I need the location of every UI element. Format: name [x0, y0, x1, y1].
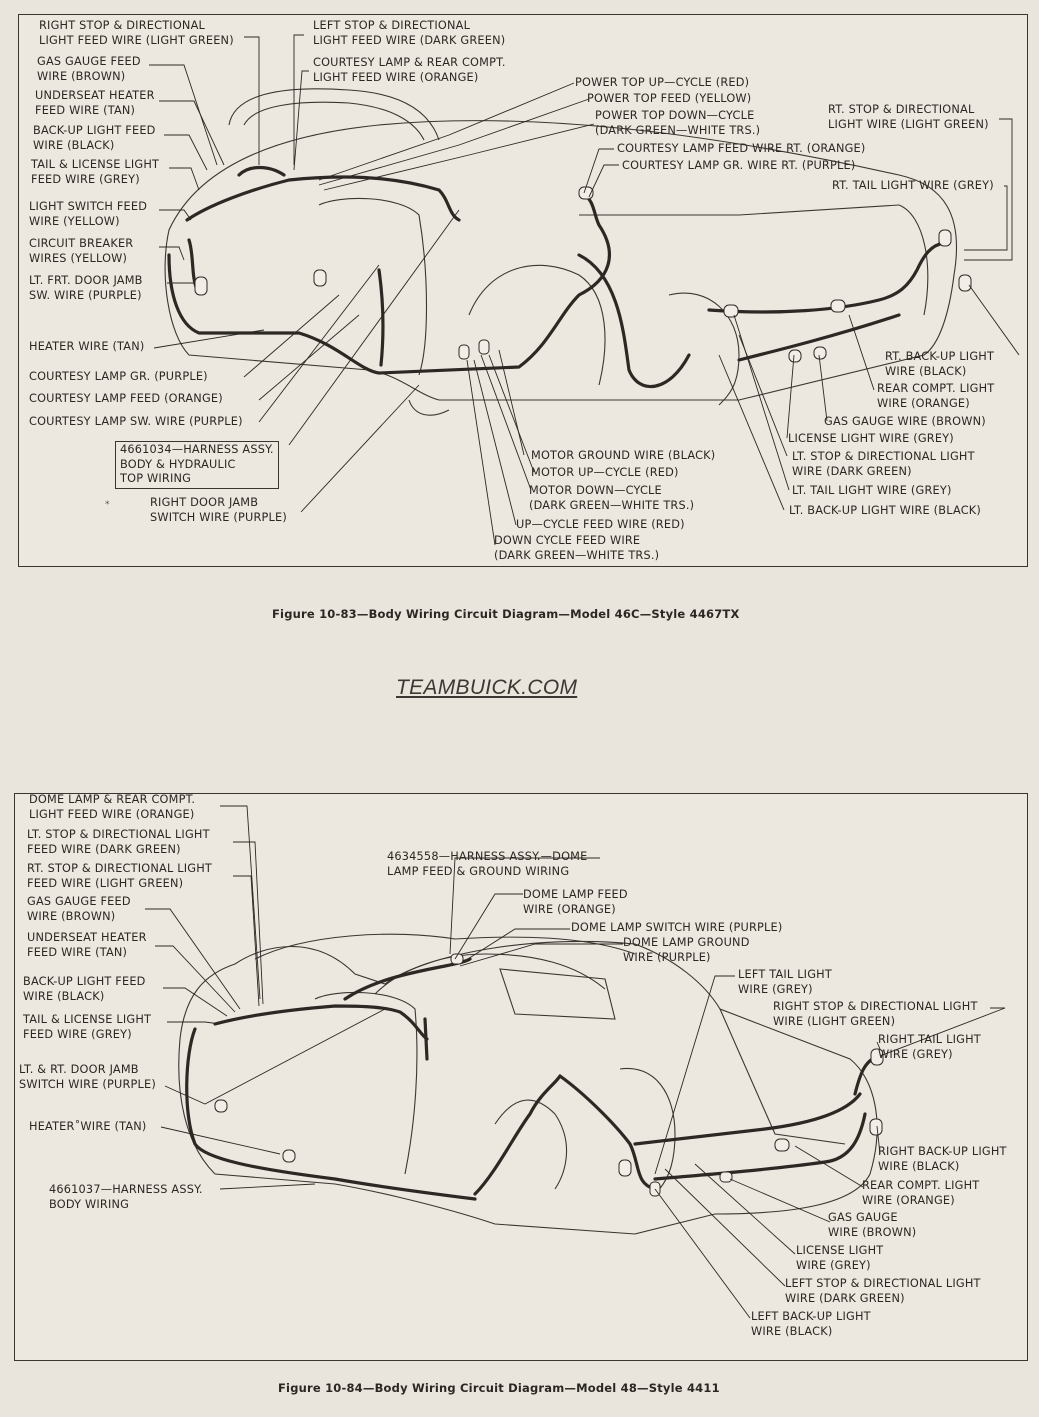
label-power-top-down-cycle: POWER TOP DOWN—CYCLE (DARK GREEN—WHITE TRS.): [595, 109, 761, 137]
label-license-light: LICENSE LIGHT WIRE (GREY): [788, 432, 954, 445]
label-gas-gauge-wire-2: GAS GAUGE WIRE (BROWN): [828, 1211, 917, 1239]
label-right-stop-directional: RIGHT STOP & DIRECTIONAL LIGHT WIRE (LIGHT GREEN): [773, 1000, 978, 1028]
label-rear-compt-light-2: REAR COMPT. LIGHT WIRE (ORANGE): [862, 1179, 980, 1207]
label-underseat-heater-feed-2: UNDERSEAT HEATER FEED WIRE (TAN): [27, 931, 147, 959]
label-light-switch-feed: LIGHT SWITCH FEED WIRE (YELLOW): [29, 200, 148, 228]
figure-10-84-caption: Figure 10-84—Body Wiring Circuit Diagram—Model 48—Style 4411: [278, 1381, 720, 1395]
teambuick-watermark: TEAMBUICK.COM: [396, 676, 578, 699]
label-courtesy-lamp-feed: COURTESY LAMP FEED (ORANGE): [29, 392, 223, 405]
label-lt-back-up-light: LT. BACK-UP LIGHT WIRE (BLACK): [789, 504, 982, 517]
label-rt-back-up-light: RT. BACK-UP LIGHT WIRE (BLACK): [885, 350, 995, 378]
label-motor-down-cycle: MOTOR DOWN—CYCLE (DARK GREEN—WHITE TRS.): [529, 484, 695, 512]
label-courtesy-lamp-sw: COURTESY LAMP SW. WIRE (PURPLE): [29, 415, 243, 428]
label-lt-stop-directional-feed: LT. STOP & DIRECTIONAL LIGHT FEED WIRE (DARK GREEN): [27, 828, 210, 856]
label-rear-compt-light: REAR COMPT. LIGHT WIRE (ORANGE): [877, 382, 995, 410]
label-heater-wire: HEATER WIRE (TAN): [29, 340, 145, 353]
label-courtesy-lamp-gr-rt: COURTESY LAMP GR. WIRE RT. (PURPLE): [622, 159, 856, 172]
svg-text:*: *: [105, 500, 110, 510]
label-motor-up-cycle: MOTOR UP—CYCLE (RED): [531, 466, 679, 479]
label-circuit-breaker-wires: CIRCUIT BREAKER WIRES (YELLOW): [29, 237, 134, 265]
label-harness-4634558: 4634558—HARNESS ASSY.—DOME LAMP FEED & GROUND WIRING: [387, 850, 588, 878]
label-left-tail-light: LEFT TAIL LIGHT WIRE (GREY): [738, 968, 832, 996]
label-tail-license-light-feed: TAIL & LICENSE LIGHT FEED WIRE (GREY): [31, 158, 160, 186]
label-power-top-up-cycle: POWER TOP UP—CYCLE (RED): [575, 76, 750, 89]
label-right-door-jamb: RIGHT DOOR JAMB SWITCH WIRE (PURPLE): [150, 496, 287, 524]
label-dome-rear-compt-feed: DOME LAMP & REAR COMPT. LIGHT FEED WIRE (ORANGE): [29, 793, 196, 821]
label-power-top-feed: POWER TOP FEED (YELLOW): [587, 92, 752, 105]
label-gas-gauge-wire: GAS GAUGE WIRE (BROWN): [824, 415, 986, 428]
label-rt-stop-directional-feed: RT. STOP & DIRECTIONAL LIGHT FEED WIRE (LIGHT GREEN): [27, 862, 213, 890]
label-lt-stop-directional: LT. STOP & DIRECTIONAL LIGHT WIRE (DARK GREEN): [792, 450, 975, 478]
label-dome-lamp-ground: DOME LAMP GROUND WIRE (PURPLE): [623, 936, 750, 964]
label-underseat-heater-feed: UNDERSEAT HEATER FEED WIRE (TAN): [35, 89, 155, 117]
label-back-up-light-feed: BACK-UP LIGHT FEED WIRE (BLACK): [33, 124, 156, 152]
label-lt-tail-light: LT. TAIL LIGHT WIRE (GREY): [792, 484, 952, 497]
label-courtesy-rear-compt-feed: COURTESY LAMP & REAR COMPT. LIGHT FEED WIRE (ORANGE): [313, 56, 506, 84]
label-door-jamb-switch: LT. & RT. DOOR JAMB SWITCH WIRE (PURPLE): [19, 1063, 156, 1091]
label-right-tail-light: RIGHT TAIL LIGHT WIRE (GREY): [878, 1033, 981, 1061]
label-courtesy-lamp-gr: COURTESY LAMP GR. (PURPLE): [29, 370, 208, 383]
label-lt-frt-door-jamb: LT. FRT. DOOR JAMB SW. WIRE (PURPLE): [29, 274, 143, 302]
label-license-light-2: LICENSE LIGHT WIRE (GREY): [796, 1244, 884, 1272]
label-left-back-up-light: LEFT BACK-UP LIGHT WIRE (BLACK): [751, 1310, 871, 1338]
label-dome-lamp-switch: DOME LAMP SWITCH WIRE (PURPLE): [571, 921, 783, 934]
label-gas-gauge-feed-2: GAS GAUGE FEED WIRE (BROWN): [27, 895, 131, 923]
label-motor-ground: MOTOR GROUND WIRE (BLACK): [531, 449, 716, 462]
figure-10-83-caption: Figure 10-83—Body Wiring Circuit Diagram—Model 46C—Style 4467TX: [272, 607, 740, 621]
label-courtesy-lamp-feed-rt: COURTESY LAMP FEED WIRE RT. (ORANGE): [617, 142, 866, 155]
label-down-cycle-feed: DOWN CYCLE FEED WIRE (DARK GREEN—WHITE TRS.): [494, 534, 660, 562]
label-left-stop-directional: LEFT STOP & DIRECTIONAL LIGHT WIRE (DARK GREEN): [785, 1277, 981, 1305]
label-dome-lamp-feed: DOME LAMP FEED WIRE (ORANGE): [523, 888, 628, 916]
label-right-back-up-light: RIGHT BACK-UP LIGHT WIRE (BLACK): [878, 1145, 1007, 1173]
label-left-stop-directional-feed: LEFT STOP & DIRECTIONAL LIGHT FEED WIRE (DARK GREEN): [313, 19, 506, 47]
label-gas-gauge-feed: GAS GAUGE FEED WIRE (BROWN): [37, 55, 141, 83]
figure-10-83-panel: [18, 14, 1028, 567]
label-right-stop-directional-feed: RIGHT STOP & DIRECTIONAL LIGHT FEED WIRE (LIGHT GREEN): [39, 19, 234, 47]
label-harness-4661037: 4661037—HARNESS ASSY. BODY WIRING: [49, 1183, 203, 1211]
label-rt-tail-light: RT. TAIL LIGHT WIRE (GREY): [832, 179, 994, 192]
label-back-up-light-feed-2: BACK-UP LIGHT FEED WIRE (BLACK): [23, 975, 146, 1003]
figure-10-84-panel: [14, 793, 1028, 1361]
label-heater-wire-2: HEATER˚WIRE (TAN): [29, 1120, 147, 1133]
label-rt-stop-directional: RT. STOP & DIRECTIONAL LIGHT WIRE (LIGHT GREEN): [828, 103, 989, 131]
label-up-cycle-feed: UP—CYCLE FEED WIRE (RED): [516, 518, 685, 531]
label-harness-4661034: 4661034—HARNESS ASSY. BODY & HYDRAULIC TOP WIRING: [115, 441, 279, 489]
label-tail-license-feed-2: TAIL & LICENSE LIGHT FEED WIRE (GREY): [23, 1013, 152, 1041]
